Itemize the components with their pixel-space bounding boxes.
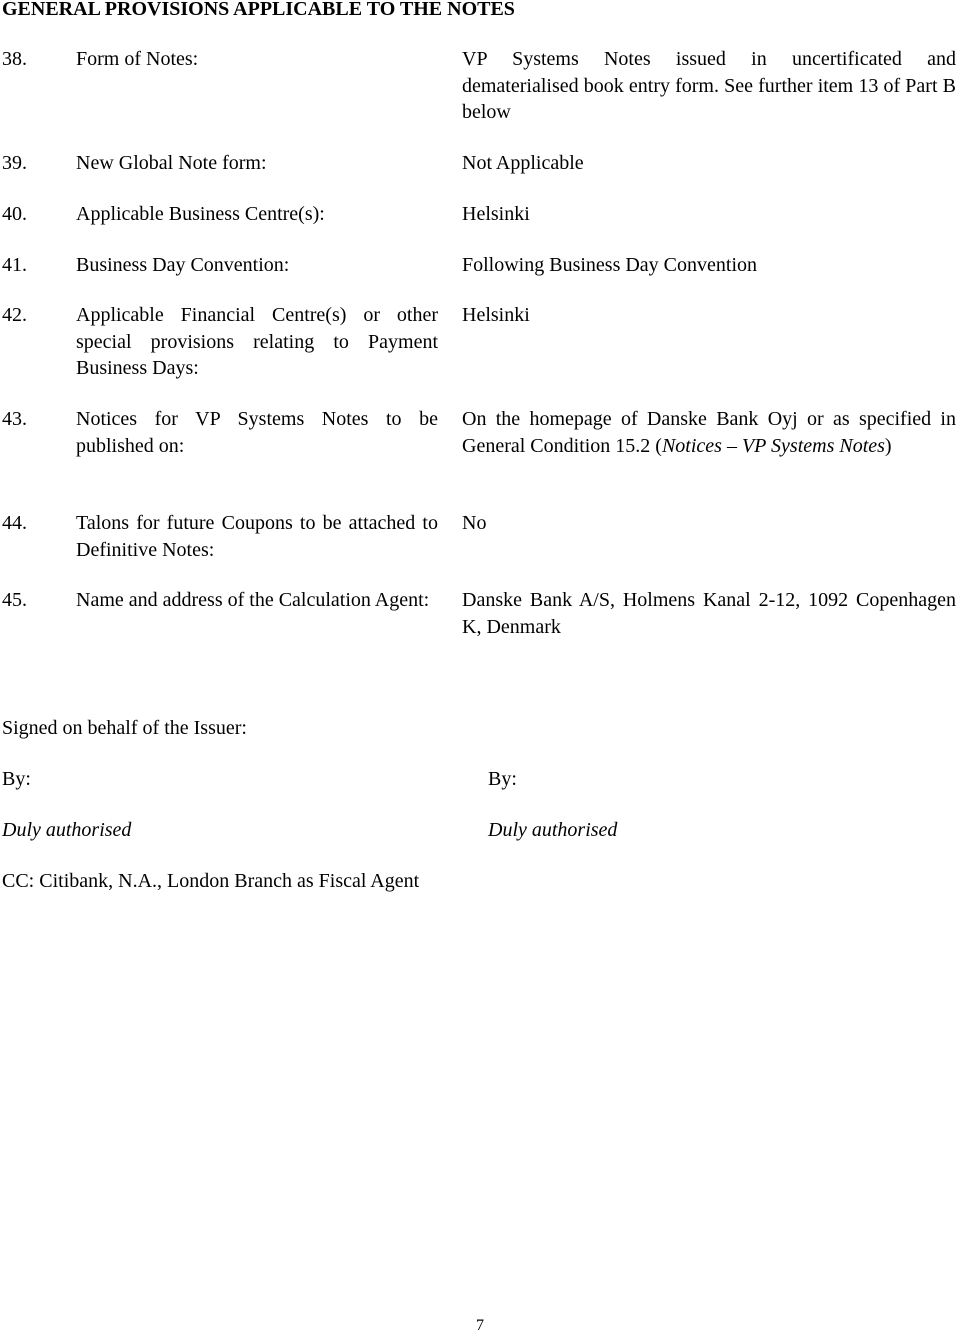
item-value-text: On the homepage of Danske Bank Oyj or as specified in General Condition 15.2 ( <box>462 408 956 457</box>
item-value: Following Business Day Convention <box>462 254 758 276</box>
signed-on-behalf-text: Signed on behalf of the Issuer: <box>2 717 247 739</box>
item-number: 44. <box>2 512 27 534</box>
duly-authorised-right: Duly authorised <box>488 819 618 841</box>
item-number: 39. <box>2 152 27 174</box>
item-value: Danske Bank A/S, Holmens Kanal 2-12, 1092 Copenhagen K, Denmark <box>462 589 956 638</box>
item-label: Applicable Business Centre(s): <box>76 203 325 225</box>
item-number: 41. <box>2 254 27 276</box>
item-label: Business Day Convention: <box>76 254 290 276</box>
item-value: Helsinki <box>462 304 530 326</box>
signature-by-right: By: <box>488 768 517 790</box>
item-value: No <box>462 512 487 534</box>
item-label: Talons for future Coupons to be attached to Definitive Notes: <box>76 512 438 561</box>
item-number: 43. <box>2 408 27 430</box>
item-value: VP Systems Notes issued in uncertificated and dematerialised book entry form. See further item 13 of Part B below <box>462 48 956 123</box>
item-label: New Global Note form: <box>76 152 267 174</box>
item-label: Name and address of the Calculation Agent: <box>76 589 430 611</box>
duly-authorised-left: Duly authorised <box>2 819 132 841</box>
item-value-suffix: ) <box>884 434 892 457</box>
item-value: Not Applicable <box>462 152 584 174</box>
item-number: 42. <box>2 304 27 326</box>
item-label: Notices for VP Systems Notes to be published on: <box>76 408 438 457</box>
section-heading: GENERAL PROVISIONS APPLICABLE TO THE NOTES <box>2 0 515 20</box>
item-value-emphasis: Notices – VP Systems Notes <box>661 434 885 457</box>
cc-line: CC: Citibank, N.A., London Branch as Fiscal Agent <box>2 870 420 892</box>
item-number: 45. <box>2 589 27 611</box>
item-number: 38. <box>2 48 27 70</box>
page-number: 7 <box>476 1317 484 1334</box>
signature-by-left: By: <box>2 768 31 790</box>
item-number: 40. <box>2 203 27 225</box>
item-value: Helsinki <box>462 203 530 225</box>
item-label: Form of Notes: <box>76 48 199 70</box>
item-value <box>462 406 956 459</box>
item-label: Applicable Financial Centre(s) or other special provisions relating to Payment Business Days: <box>76 304 438 379</box>
